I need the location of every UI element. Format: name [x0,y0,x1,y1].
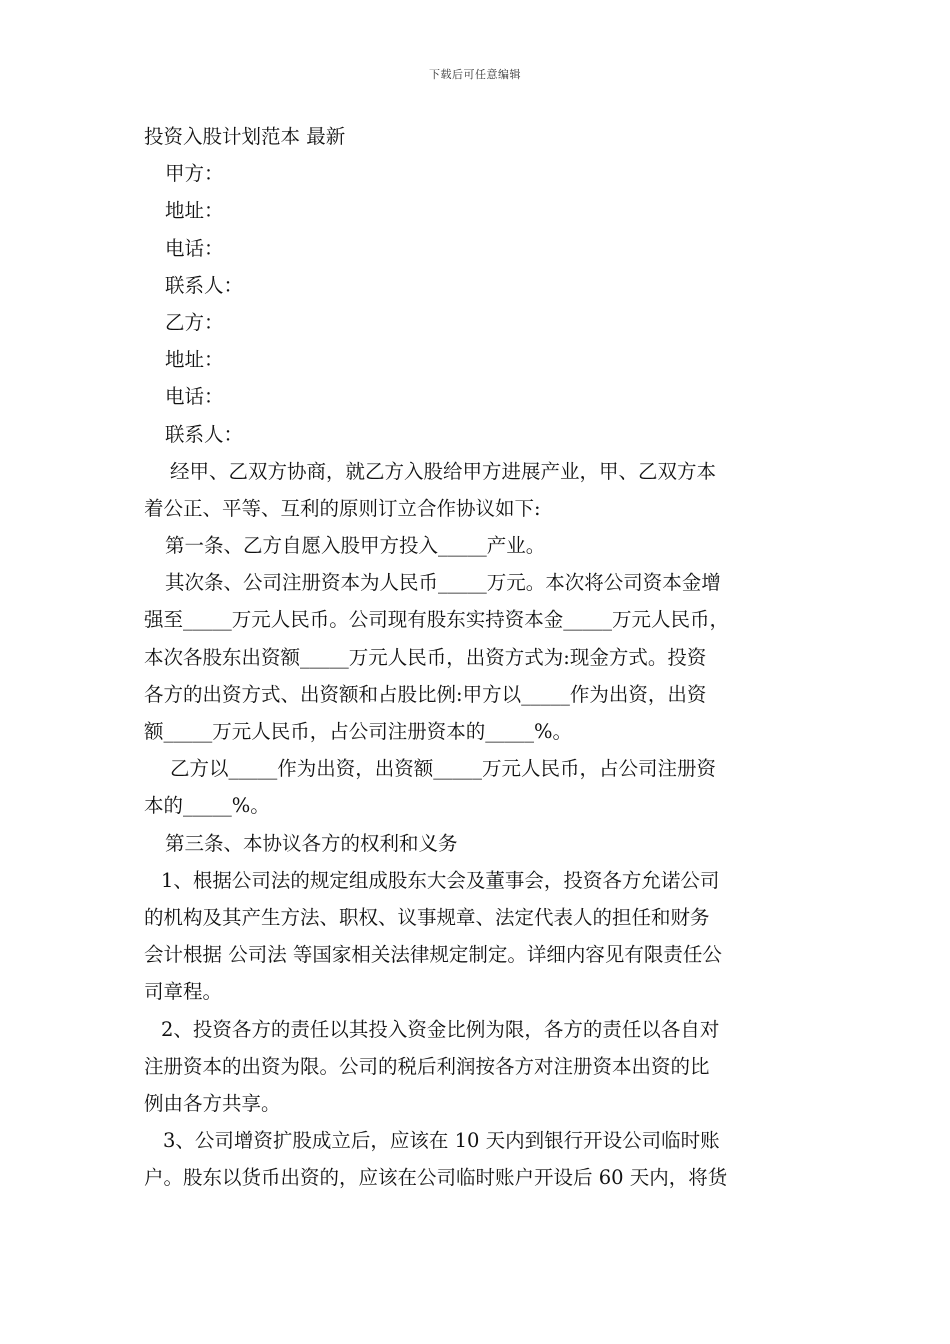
paragraph-line: 会计根据 公司法 等国家相关法律规定制定。详细内容见有限责任公 [144,943,722,967]
paragraph-line: 司章程。 [144,980,223,1004]
paragraph-line: 强至_____万元人民币。公司现有股东实持资本金_____万元人民币， [144,608,730,632]
party-b-contact: 联系人： [165,422,244,446]
article-2: 其次条、公司注册资本为人民币_____万元。本次将公司资本金增 [165,571,721,595]
paragraph-line: 户。股东以货币出资的，应该在公司临时账户开设后 60 天内，将货 [144,1166,728,1190]
clause-3: 3、公司增资扩股成立后，应该在 10 天内到银行开设公司临时账 [163,1129,720,1153]
paragraph-line: 的机构及其产生方法、职权、议事规章、法定代表人的担任和财务 [144,905,710,929]
paragraph-line: 本次各股东出资额_____万元人民币，出资方式为:现金方式。投资 [144,645,707,669]
header-watermark: 下载后可任意编辑 [429,68,521,81]
document-body [144,118,814,1196]
clause-1: 1、根据公司法的规定组成股东大会及董事会，投资各方允诺公司 [161,868,720,892]
paragraph-line: 例由各方共享。 [144,1091,281,1115]
paragraph-line: 注册资本的出资为限。公司的税后利润按各方对注册资本出资的比 [144,1054,710,1078]
party-b-phone: 电话： [165,385,224,409]
paragraph-line: 着公正、平等、互利的原则订立合作协议如下: [144,496,541,520]
party-a-address: 地址： [165,199,224,223]
paragraph-line: 额_____万元人民币，占公司注册资本的_____%。 [144,720,573,743]
party-b-label: 乙方： [165,310,224,334]
document-title: 投资入股计划范本 最新 [144,125,346,148]
party-a-label: 甲方： [165,162,224,186]
paragraph-line: 各方的出资方式、出资额和占股比例:甲方以_____作为出资，出资 [144,682,707,706]
party-a-contact: 联系人： [165,273,244,297]
article-3-heading: 第三条、本协议各方的权利和义务 [165,831,458,855]
clause-2: 2、投资各方的责任以其投入资金比例为限，各方的责任以各自对 [161,1017,720,1041]
paragraph-line: 本的_____%。 [144,794,270,818]
party-a-phone: 电话： [165,236,224,260]
party-b-address: 地址： [165,348,224,372]
paragraph-line: 经甲、乙双方协商，就乙方入股给甲方进展产业，甲、乙双方本 [170,459,717,483]
article-1: 第一条、乙方自愿入股甲方投入_____产业。 [165,534,546,558]
paragraph-line: 乙方以_____作为出资，出资额_____万元人民币，占公司注册资 [170,757,717,781]
